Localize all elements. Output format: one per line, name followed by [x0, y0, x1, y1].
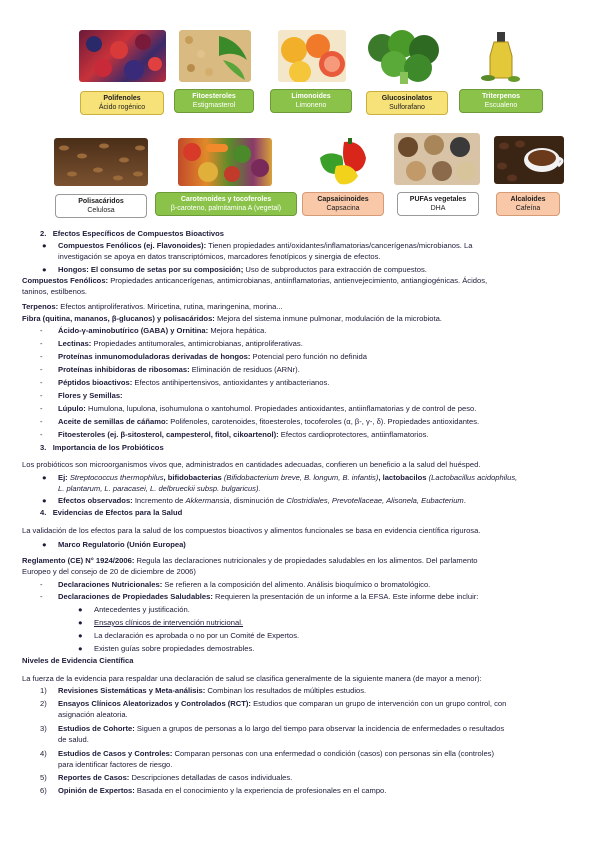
- grains-image: [54, 138, 148, 186]
- berries-image: [79, 30, 166, 82]
- sub-list-item: ● Antecedentes y justificación.: [78, 605, 190, 614]
- paragraph: La validación de los efectos para la salud de los compuestos bioactivos y alimentos funcionales se basa en evidencia científica rigurosa.: [22, 526, 481, 535]
- compound-label-polifenoles: Polifenoles Ácido rogénico: [80, 91, 164, 115]
- paragraph: Europeo y del consejo de 20 de diciembre de 2006): [22, 567, 196, 576]
- coffee-image: [494, 136, 564, 184]
- list-item-continuation: L. plantarum, L. paracasei, L. delbrueckii subsp. bulgaricus).: [58, 484, 261, 493]
- dash-item: - Proteínas inmunomoduladoras derivadas de hongos: Potencial pero función no definida: [40, 352, 367, 361]
- list-item: ● Marco Regulatorio (Unión Europea): [42, 540, 186, 549]
- dash-item: - Péptidos bioactivos: Efectos antihipertensivos, antioxidantes y antibacterianos.: [40, 378, 330, 387]
- vegetables-icon: [178, 138, 272, 186]
- list-item: ● Hongos: El consumo de setas por su composición; Uso de subproductos para extracción de compuestos.: [42, 265, 427, 274]
- list-item: ● Efectos observados: Incremento de Akkermansia, disminución de Clostridiales, Prevotellaceae, Alisonela, Eubacterium.: [42, 496, 466, 505]
- numbered-item: 3) Estudios de Cohorte: Siguen a grupos de personas a lo largo del tiempo para observar la incidencia de enfermedades o resultados: [40, 724, 505, 733]
- broccoli-icon: [364, 30, 450, 86]
- dash-item: - Fitoesteroles (ej. β-sitosterol, campesterol, fitol, cikoartenol): Efectos cardioprotectores, antiinflamatorios.: [40, 430, 429, 439]
- section-heading-2: 2. Efectos Específicos de Compuestos Bioactivos: [40, 229, 225, 238]
- grains-icon: [54, 138, 148, 186]
- vegetables-image: [178, 138, 272, 186]
- list-item-continuation: investigación se apoya en datos transcriptómicos, marcadores fenotípicos y sinergia de efectos.: [58, 252, 381, 261]
- subheading: Niveles de Evidencia Científica: [22, 656, 134, 665]
- broccoli-image: [364, 30, 450, 86]
- citrus-icon: [278, 30, 346, 82]
- dash-item: - Lúpulo: Humulona, lupulona, isohumulona o xantohumol. Propiedades antioxidantes, antiinflamatorias y de control de peso.: [40, 404, 477, 413]
- paragraph: Los probióticos son microorganismos vivos que, administrados en cantidades adecuadas, confieren un beneficio a la salud del huésped.: [22, 460, 481, 469]
- dash-item: - Declaraciones de Propiedades Saludables: Requieren la presentación de un informe a la EFSA. Este informe debe incluir:: [40, 592, 479, 601]
- numbered-item-continuation: de salud.: [58, 735, 89, 744]
- paragraph: Fibra (quitina, mananos, β-glucanos) y polisacáridos: Mejora del sistema inmune pulmonar, modulación de la microbiota.: [22, 314, 442, 323]
- compound-label-fitoesteroles: Fitoesteroles Estigmasterol: [174, 89, 254, 113]
- paragraph: Terpenos: Efectos antiproliferativos. Miricetina, rutina, maringenina, morina...: [22, 302, 283, 311]
- compound-label-limonoides: Limonoides Limoneno: [270, 89, 352, 113]
- peppers-icon: [314, 136, 376, 186]
- seeds-image: [179, 30, 251, 82]
- numbered-item: 4) Estudios de Casos y Controles: Comparan personas con una enfermedad o condición (casos) con personas sin ella (controles): [40, 749, 495, 758]
- coffee-icon: [494, 136, 564, 184]
- nuts-icon: [394, 133, 480, 185]
- citrus-image: [278, 30, 346, 82]
- numbered-item-continuation: para identificar factores de riesgo.: [58, 760, 173, 769]
- olive-oil-image: [480, 28, 522, 84]
- list-item: ● Ej: Streptococcus thermophilus, bifidobacterias (Bifidobacterium breve, B. longum, B. infantis), lactobacilos (Lactobacillus acidophilus,: [42, 473, 518, 482]
- sub-list-item: ● La declaración es aprobada o no por un Comité de Expertos.: [78, 631, 300, 640]
- paragraph: Compuestos Fenólicos: Propiedades anticancerígenas, antimicrobianas, antiinflamatorias, antienvejecimiento, antiangiogénicas. Ácidos,: [22, 276, 488, 285]
- section-heading-3: 3. Importancia de los Probióticos: [40, 443, 164, 452]
- compound-label-alcaloides: Alcaloides Cafeína: [496, 192, 560, 216]
- numbered-item: 2) Ensayos Clínicos Aleatorizados y Controlados (RCT): Estudios que comparan un grupo de intervención con un grupo control, con: [40, 699, 507, 708]
- numbered-item: 5) Reportes de Casos: Descripciones detalladas de casos individuales.: [40, 773, 293, 782]
- dash-item: - Flores y Semillas:: [40, 391, 123, 400]
- compound-label-triterpenos: Triterpenos Escualeno: [459, 89, 543, 113]
- paragraph: Reglamento (CE) N° 1924/2006: Regula las declaraciones nutricionales y de propiedades saludables en los alimentos. Del parlamento: [22, 556, 478, 565]
- sub-list-item: ● Existen guías sobre propiedades demostrables.: [78, 644, 255, 653]
- numbered-item-continuation: asignación aleatoria.: [58, 710, 128, 719]
- paragraph: taninos, estilbenos.: [22, 287, 88, 296]
- sub-list-item: ● Ensayos clínicos de intervención nutricional.: [78, 618, 244, 627]
- dash-item: - Lectinas: Propiedades antitumorales, antimicrobianas, antiproliferativas.: [40, 339, 303, 348]
- peppers-image: [314, 136, 376, 186]
- numbered-item: 1) Revisiones Sistemáticas y Meta-análisis: Combinan los resultados de múltiples estudios.: [40, 686, 367, 695]
- compound-label-glucosinolatos: Glucosinolatos Sulforafano: [366, 91, 448, 115]
- seeds-icon: [179, 30, 251, 82]
- section-heading-4: 4. Evidencias de Efectos para la Salud: [40, 508, 183, 517]
- paragraph: La fuerza de la evidencia para respaldar una declaración de salud se clasifica generalmente de la siguiente manera (de mayor a menor):: [22, 674, 482, 683]
- nuts-image: [394, 133, 480, 185]
- dash-item: - Proteínas inhibidoras de ribosomas: Eliminación de residuos (ARNr).: [40, 365, 300, 374]
- compound-label-carotenoides: Carotenoides y tocoferoles β-caroteno, palmitamina A (vegetal): [155, 192, 297, 216]
- olive-oil-icon: [480, 28, 522, 84]
- dash-item: - Declaraciones Nutricionales: Se refieren a la composición del alimento. Análisis bioquímico o bromatológico.: [40, 580, 431, 589]
- dash-item: - Ácido-γ-aminobutírico (GABA) y Ornitina: Mejora hepática.: [40, 326, 267, 335]
- numbered-item: 6) Opinión de Expertos: Basada en el conocimiento y la experiencia de profesionales en el campo.: [40, 786, 387, 795]
- compound-label-capsaicinoides: Capsaicinoides Capsacina: [302, 192, 384, 216]
- compound-label-pufas: PUFAs vegetales DHA: [397, 192, 479, 216]
- dash-item: - Aceite de semillas de cáñamo: Polifenoles, carotenoides, fitoesteroles, tocoferoles (α, β-, γ-, δ). Propiedades antioxidantes.: [40, 417, 480, 426]
- list-item: ● Compuestos Fenólicos (ej. Flavonoides): Tienen propiedades anti/oxidantes/inflamatorias/cancerígenas/microbianos. La: [42, 241, 473, 250]
- berries-icon: [79, 30, 166, 82]
- compound-label-polisacaridos: Polisacáridos Celulosa: [55, 194, 147, 218]
